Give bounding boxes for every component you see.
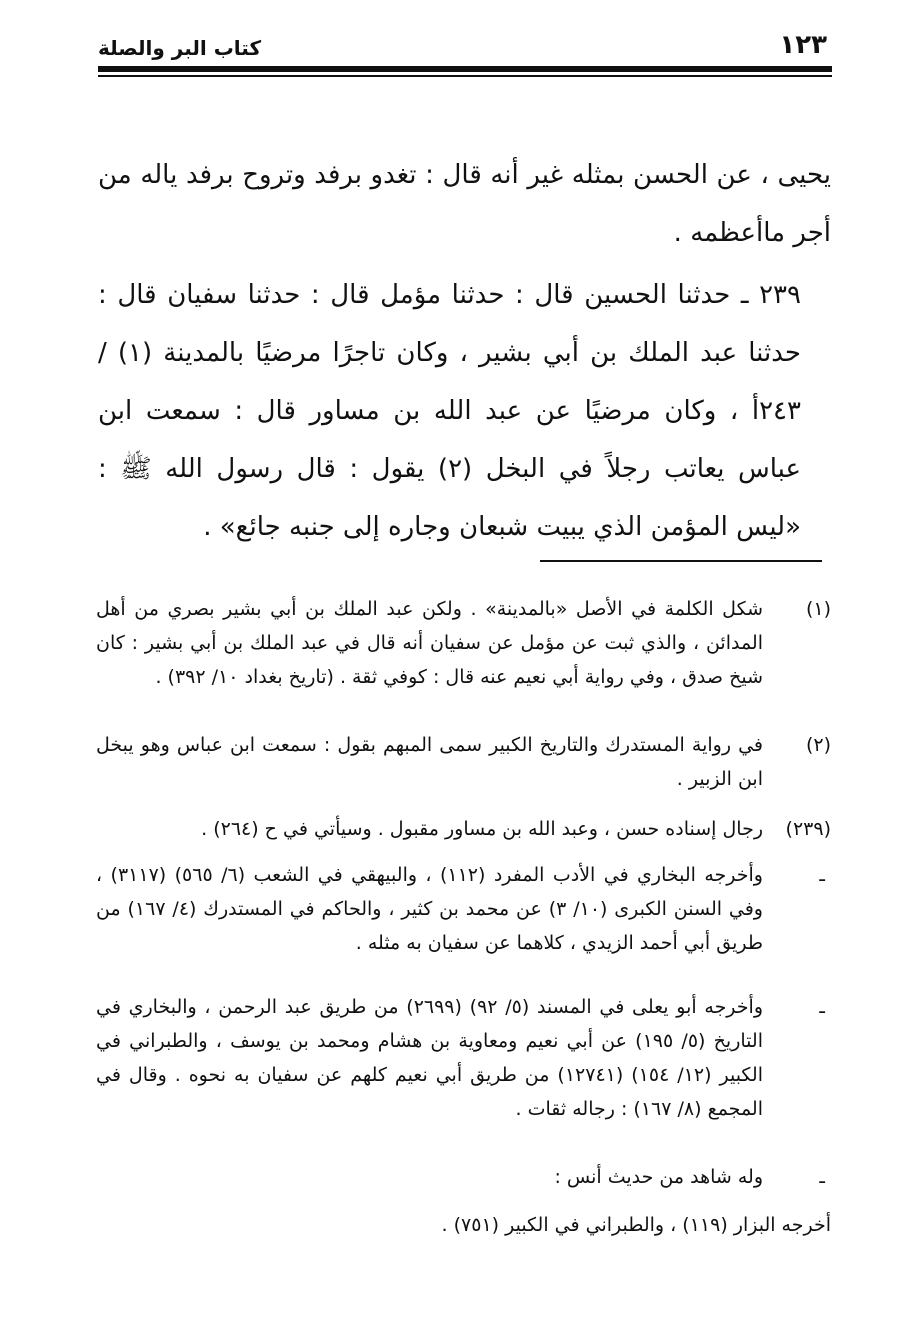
page-number: ١٢٣ bbox=[779, 30, 827, 60]
footnote-bullet-1 bbox=[96, 858, 831, 960]
bullet-dash: ـ bbox=[819, 1166, 825, 1188]
footnote-text: وأخرجه البخاري في الأدب المفرد (١١٢) ، والبيهقي في الشعب (٦/ ٥٦٥) (٣١١٧) ، وفي السنن الكبرى (١٠/ ٣) عن محمد بن كثير ، والحاكم في المستدرك (٤/ ١٦٧) من طريق أبي أحمد الزيدي ، كلاهما عن سفيان به مثله . bbox=[96, 864, 763, 954]
footnote-bullet-3 bbox=[96, 1160, 831, 1194]
footnote-marker: (٢٣٩) bbox=[785, 818, 831, 840]
main-text-hadith-239 bbox=[98, 266, 831, 556]
running-title: كتاب البر والصلة bbox=[98, 36, 262, 60]
footnote-bullet-2 bbox=[96, 990, 831, 1126]
bullet-dash: ـ bbox=[819, 996, 825, 1018]
footnote-text: رجال إسناده حسن ، وعبد الله بن مساور مقبول . وسيأتي في ح (٢٦٤) . bbox=[201, 818, 763, 840]
footnote-marker: (١) bbox=[805, 598, 831, 620]
footnote-text: في رواية المستدرك والتاريخ الكبير سمى المبهم بقول : سمعت ابن عباس وهو يبخل ابن الزبير . bbox=[96, 734, 763, 790]
footnote-last-line bbox=[96, 1208, 831, 1242]
footnote-text: شكل الكلمة في الأصل «بالمدينة» . ولكن عبد الملك بن أبي بشير بصري من أهل المدائن ، والذي ثبت عن مؤمل عن سفيان أنه قال في عبد الملك بن أبي بشير : كان شيخ صدق ، وفي رواية أبي نعيم عنه قال : كوفي ثقة . (تاريخ بغداد ١٠/ ٣٩٢) . bbox=[96, 598, 763, 688]
footnote-text: وله شاهد من حديث أنس : bbox=[554, 1166, 763, 1188]
bullet-dash: ـ bbox=[819, 864, 825, 886]
paragraph-continuation: يحيى ، عن الحسن بمثله غير أنه قال : تغدو برفد وتروح برفد ياله من أجر ماأعظمه . bbox=[98, 160, 831, 248]
footnote-text: وأخرجه أبو يعلى في المسند (٥/ ٩٢) (٢٦٩٩) من طريق عبد الرحمن ، والبخاري في التاريخ (٥/ ١٩٥) عن أبي نعيم ومعاوية بن هشام ومحمد بن يوسف ، والطبراني في الكبير (١٢/ ١٥٤) (١٢٧٤١) من طريق أبي نعيم كلهم عن سفيان به نحوه . وقال في المجمع (٨/ ١٦٧) : رجاله ثقات . bbox=[96, 996, 763, 1120]
footnote-separator bbox=[540, 560, 822, 562]
header-rule-thin bbox=[98, 75, 832, 77]
header-rule-thick bbox=[98, 66, 832, 72]
paragraph-hadith-239: ٢٣٩ ـ حدثنا الحسين قال : حدثنا مؤمل قال : حدثنا سفيان قال : حدثنا عبد الملك بن أبي بشير ، وكان تاجرًا مرضيًا بالمدينة (١) / ٢٤٣أ ، وكان مرضيًا عن عبد الله بن مساور قال : سمعت ابن عباس يعاتب رجلاً في البخل (٢) يقول : قال رسول الله ﷺ : «ليس المؤمن الذي يبيت شبعان وجاره إلى جنبه جائع» . bbox=[98, 280, 801, 542]
footnote-1 bbox=[96, 592, 831, 694]
footnote-239 bbox=[96, 812, 831, 846]
main-text-continuation bbox=[98, 146, 831, 262]
footnote-2 bbox=[96, 728, 831, 796]
footnote-marker: (٢) bbox=[805, 734, 831, 756]
footnote-text: أخرجه البزار (١١٩) ، والطبراني في الكبير (٧٥١) . bbox=[441, 1214, 831, 1236]
